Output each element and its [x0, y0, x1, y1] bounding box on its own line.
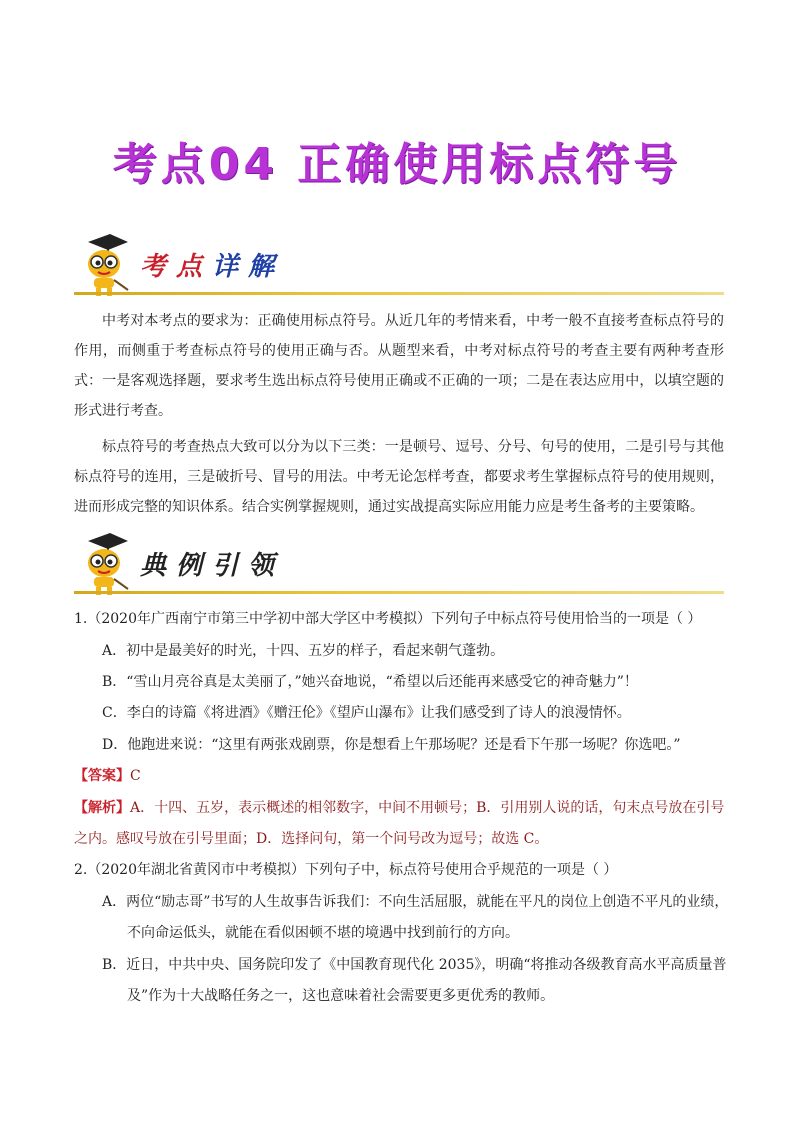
section-header-examples	[74, 527, 724, 597]
answer-label: 【答案】	[74, 768, 130, 784]
section-title-details: 考点详解	[140, 252, 285, 282]
mascot-graduate-icon	[74, 527, 134, 597]
section-underline	[74, 292, 724, 295]
question-1-option-c: C．李白的诗篇《将进酒》《赠汪伦》《望庐山瀑布》让我们感受到了诗人的浪漫情怀。	[102, 705, 631, 721]
question-2-option-b-line-2: 及”作为十大战略任务之一，这也意味着社会需要更多更优秀的教师。	[127, 988, 555, 1004]
question-1-option-a: A．初中是最美好的时光，十四、五岁的样子，看起来朝气蓬勃。	[102, 643, 505, 659]
page-title: 考点04 正确使用标点符号	[112, 139, 682, 190]
section-title-examples: 典例引领	[140, 551, 285, 581]
question-2-option-b-line-1: B．近日，中共中央、国务院印发了《中国教育现代化 2035》，明确“将推动各级教育高水平高质量普	[102, 957, 727, 973]
question-1-option-b: B．“雪山月亮谷真是太美丽了，”她兴奋地说，“希望以后还能再来感受它的神奇魅力”！	[102, 674, 638, 690]
paragraph-hotspots: 标点符号的考查热点大致可以分为以下三类：一是顿号、逗号、分号、句号的使用，二是引号与其他标点符号的连用，三是破折号、冒号的用法。中考无论怎样考查，都要求考生掌握标点符号的使用规则，进而形成完整的知识体系。结合实例掌握规则，通过实战提高实际应用能力应是考生备考的主要策略。	[74, 439, 724, 515]
question-2-option-a-line-1: A．两位“励志哥”书写的人生故事告诉我们：不向生活屈服，就能在平凡的岗位上创造不平凡的业绩，	[102, 894, 729, 910]
question-1-analysis-line-2: 之内。感叹号放在引号里面；D．选择问句，第一个问号改为逗号；故选 C。	[74, 831, 549, 847]
question-1-analysis	[74, 796, 724, 820]
question-2-option-a-line-2: 不向命运低头，就能在看似困顿不堪的境遇中找到前行的方向。	[127, 925, 519, 941]
answer-value: C	[130, 768, 141, 784]
paragraph-requirements: 中考对本考点的要求为：正确使用标点符号。从近几年的考情来看，中考一般不直接考查标点符号的作用，而侧重于考查标点符号的使用正确与否。从题型来看，中考对标点符号的考查主要有两种考查形式：一是客观选择题，要求考生选出标点符号使用正确或不正确的一项；二是在表达应用中，以填空题的形式进行考查。	[74, 313, 724, 419]
question-1-stem: 1.（2020年广西南宁市第三中学初中部大学区中考模拟）下列句子中标点符号使用恰当的一项是（ ）	[74, 611, 702, 627]
analysis-line-1: A．十四、五岁，表示概述的相邻数字，中间不用顿号；B．引用别人说的话，句末点号放在引号	[130, 800, 725, 816]
question-2-stem: 2.（2020年湖北省黄冈市中考模拟）下列句子中，标点符号使用合乎规范的一项是（ ）	[74, 862, 618, 878]
section-header-details	[74, 228, 724, 298]
question-1-option-d: D．他跑进来说：“这里有两张戏剧票，你是想看上午那场呢？还是看下午那一场呢？你选吧。”	[102, 737, 681, 753]
analysis-label: 【解析】	[74, 800, 130, 816]
section-underline	[74, 591, 724, 594]
question-1-answer	[74, 764, 141, 788]
mascot-graduate-icon	[74, 228, 134, 298]
